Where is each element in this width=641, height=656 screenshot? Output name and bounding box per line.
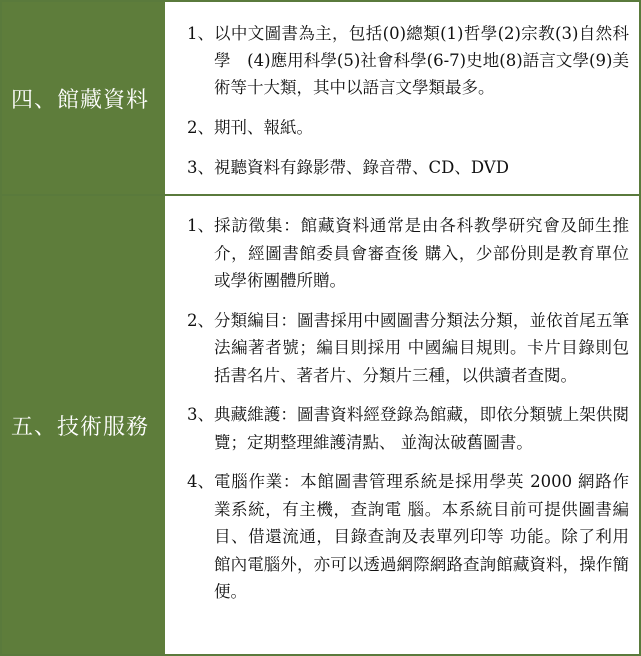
item-text: 典藏維護：圖書資料經登錄為館藏，即依分類號上架供閱覽；定期整理維護清點、 並淘汰破舊圖書。 <box>214 405 629 452</box>
item-number: 2、 <box>187 310 214 330</box>
item-text: 電腦作業：本館圖書管理系統是採用學英 2000 網路作業系統，有主機，查詢電 腦。本系統目前可提供圖書編目、借還流通，目錄查詢及表單列印等 功能。除了利用館內電腦外，亦可以透過網際網路查詢館藏資料，操作簡便。 <box>214 472 629 601</box>
item-text: 視聽資料有錄影帶、錄音帶、CD、DVD <box>214 158 509 177</box>
list-item <box>187 154 629 181</box>
item-text: 分類編目：圖書採用中國圖書分類法分類，並依首尾五筆法編著者號；編目則採用 中國編目規則。卡片目錄則包括書名片、著者片、分類片三種，以供讀者查閱。 <box>214 310 629 385</box>
section-content <box>165 196 639 654</box>
list-item <box>187 468 629 606</box>
list-item <box>187 212 629 295</box>
item-text: 期刊、報紙。 <box>214 118 313 137</box>
item-number: 3、 <box>187 405 214 424</box>
item-text: 採訪徵集：館藏資料通常是由各科教學研究會及師生推介，經圖書館委員會審查後 購入，少部份則是教育單位或學術團體所贈。 <box>214 216 629 290</box>
item-text: 以中文圖書為主，包括(0)總類(1)哲學(2)宗教(3)自然科學 (4)應用科學(5)社會科學(6-7)史地(8)語言文學(9)美術等十大類，其中以語言文學類最多。 <box>214 24 629 97</box>
section-content <box>165 2 639 194</box>
section-collection <box>2 2 639 196</box>
list-item <box>187 114 629 141</box>
item-number: 1、 <box>187 24 214 43</box>
list-item <box>187 401 629 456</box>
section-label: 四、館藏資料 <box>2 2 165 194</box>
item-number: 2、 <box>187 118 214 137</box>
list-item <box>187 307 629 390</box>
item-number: 3、 <box>187 158 214 177</box>
item-number: 4、 <box>187 472 214 491</box>
section-technical-services <box>2 196 639 654</box>
item-number: 1、 <box>187 216 214 235</box>
list-item <box>187 20 629 101</box>
section-label: 五、技術服務 <box>2 196 165 654</box>
